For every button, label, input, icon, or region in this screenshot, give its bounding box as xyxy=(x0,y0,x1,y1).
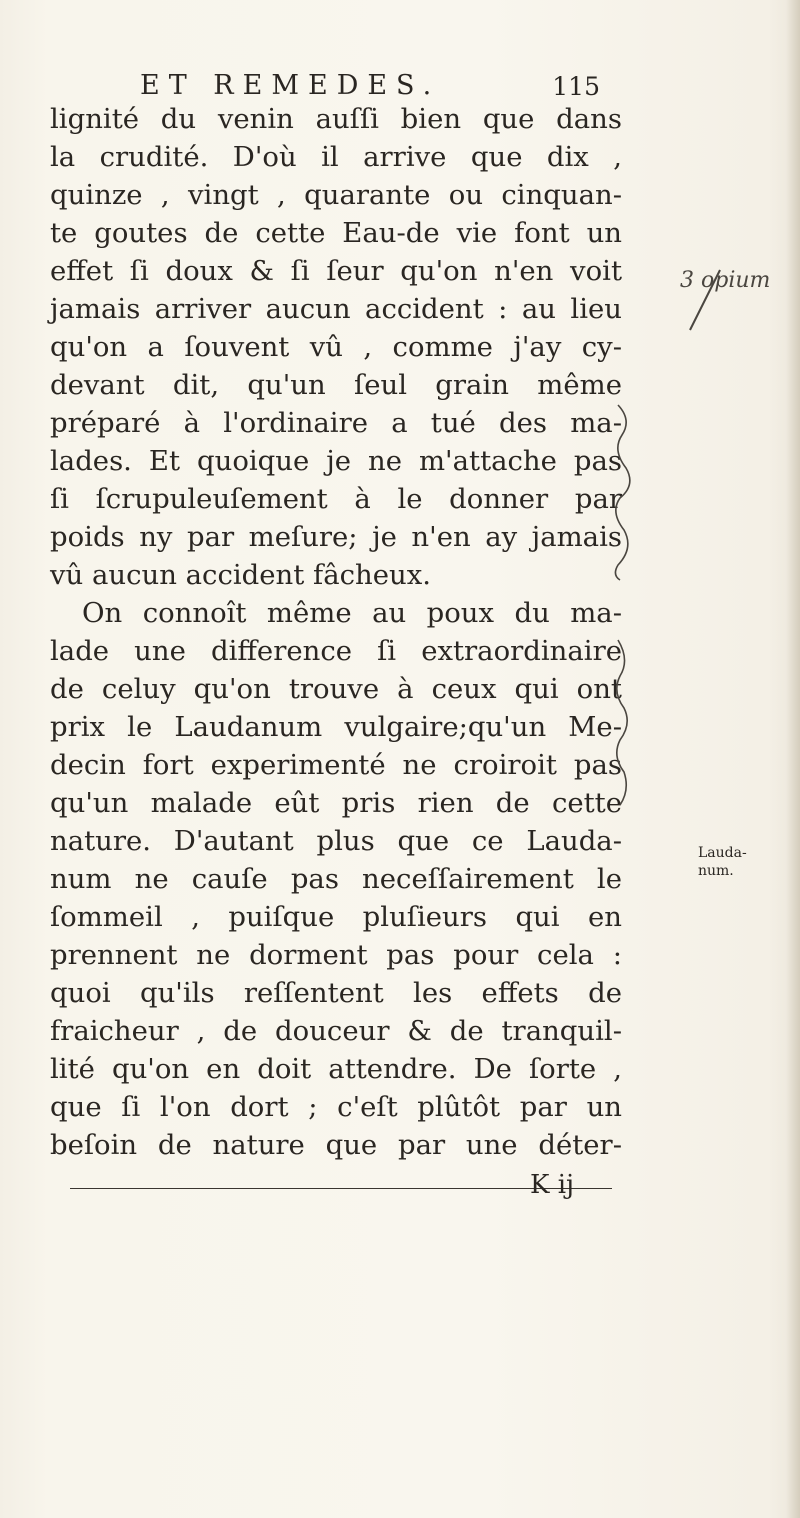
margin-bracket-upper xyxy=(615,405,629,580)
text-line-12: poids ny par meſure; je n'en ay jamais xyxy=(50,521,622,553)
text-line-18: decin fort experimenté ne croiroit pas xyxy=(50,749,622,781)
text-line-14: On connoît même au poux du ma- xyxy=(82,597,622,629)
text-line-15: lade une difference ſi extraordinaire xyxy=(50,635,622,667)
text-line-20: nature. D'autant plus que ce Lauda- xyxy=(50,825,622,857)
text-line-2: la crudité. D'où il arrive que dix , xyxy=(50,141,622,173)
running-title: ET REMEDES. xyxy=(140,70,441,101)
text-line-7: qu'on a ſouvent vû , comme j'ay cy- xyxy=(50,331,622,363)
page-number: 115 xyxy=(552,72,600,101)
text-line-24: quoi qu'ils reſſentent les effets de xyxy=(50,977,622,1009)
margin-note-line-2: num. xyxy=(698,863,734,879)
text-line-25: fraicheur , de douceur & de tranquil- xyxy=(50,1015,622,1047)
text-line-17: prix le Laudanum vulgaire;qu'un Me- xyxy=(50,711,622,743)
text-line-22: ſommeil , puiſque pluſieurs qui en xyxy=(50,901,622,933)
margin-note-line-1: Lauda- xyxy=(698,845,747,861)
text-line-5: effet ſi doux & ſi ſeur qu'on n'en voit xyxy=(50,255,622,287)
signature-mark: K ij xyxy=(530,1170,575,1200)
text-line-21: num ne cauſe pas neceſſairement le xyxy=(50,863,622,895)
text-line-9: préparé à l'ordinaire a tué des ma- xyxy=(50,407,622,439)
text-line-11: ſi ſcrupuleuſement à le donner par xyxy=(50,483,622,515)
text-line-8: devant dit, qu'un ſeul grain même xyxy=(50,369,622,401)
margin-bracket-lower xyxy=(617,640,627,805)
handwritten-annotation: 3 opium xyxy=(680,268,771,293)
text-line-23: prennent ne dorment pas pour cela : xyxy=(50,939,622,971)
text-line-6: jamais arriver aucun accident : au lieu xyxy=(50,293,622,325)
text-line-4: te goutes de cette Eau-de vie font un xyxy=(50,217,622,249)
text-line-26: lité qu'on en doit attendre. De ſorte , xyxy=(50,1053,622,1085)
text-line-10: lades. Et quoique je ne m'attache pas xyxy=(50,445,622,477)
text-line-1: lignité du venin auſſi bien que dans xyxy=(50,103,622,135)
text-line-16: de celuy qu'on trouve à ceux qui ont xyxy=(50,673,622,705)
text-line-28: beſoin de nature que par une déter- xyxy=(50,1129,622,1161)
text-line-13: vû aucun accident fâcheux. xyxy=(50,559,431,591)
page-edge-shadow xyxy=(786,0,800,1518)
text-line-27: que ſi l'on dort ; c'eſt plûtôt par un xyxy=(50,1091,622,1123)
pen-slash-mark xyxy=(690,270,720,330)
text-line-19: qu'un malade eût pris rien de cette xyxy=(50,787,622,819)
text-line-3: quinze , vingt , quarante ou cinquan- xyxy=(50,179,622,211)
